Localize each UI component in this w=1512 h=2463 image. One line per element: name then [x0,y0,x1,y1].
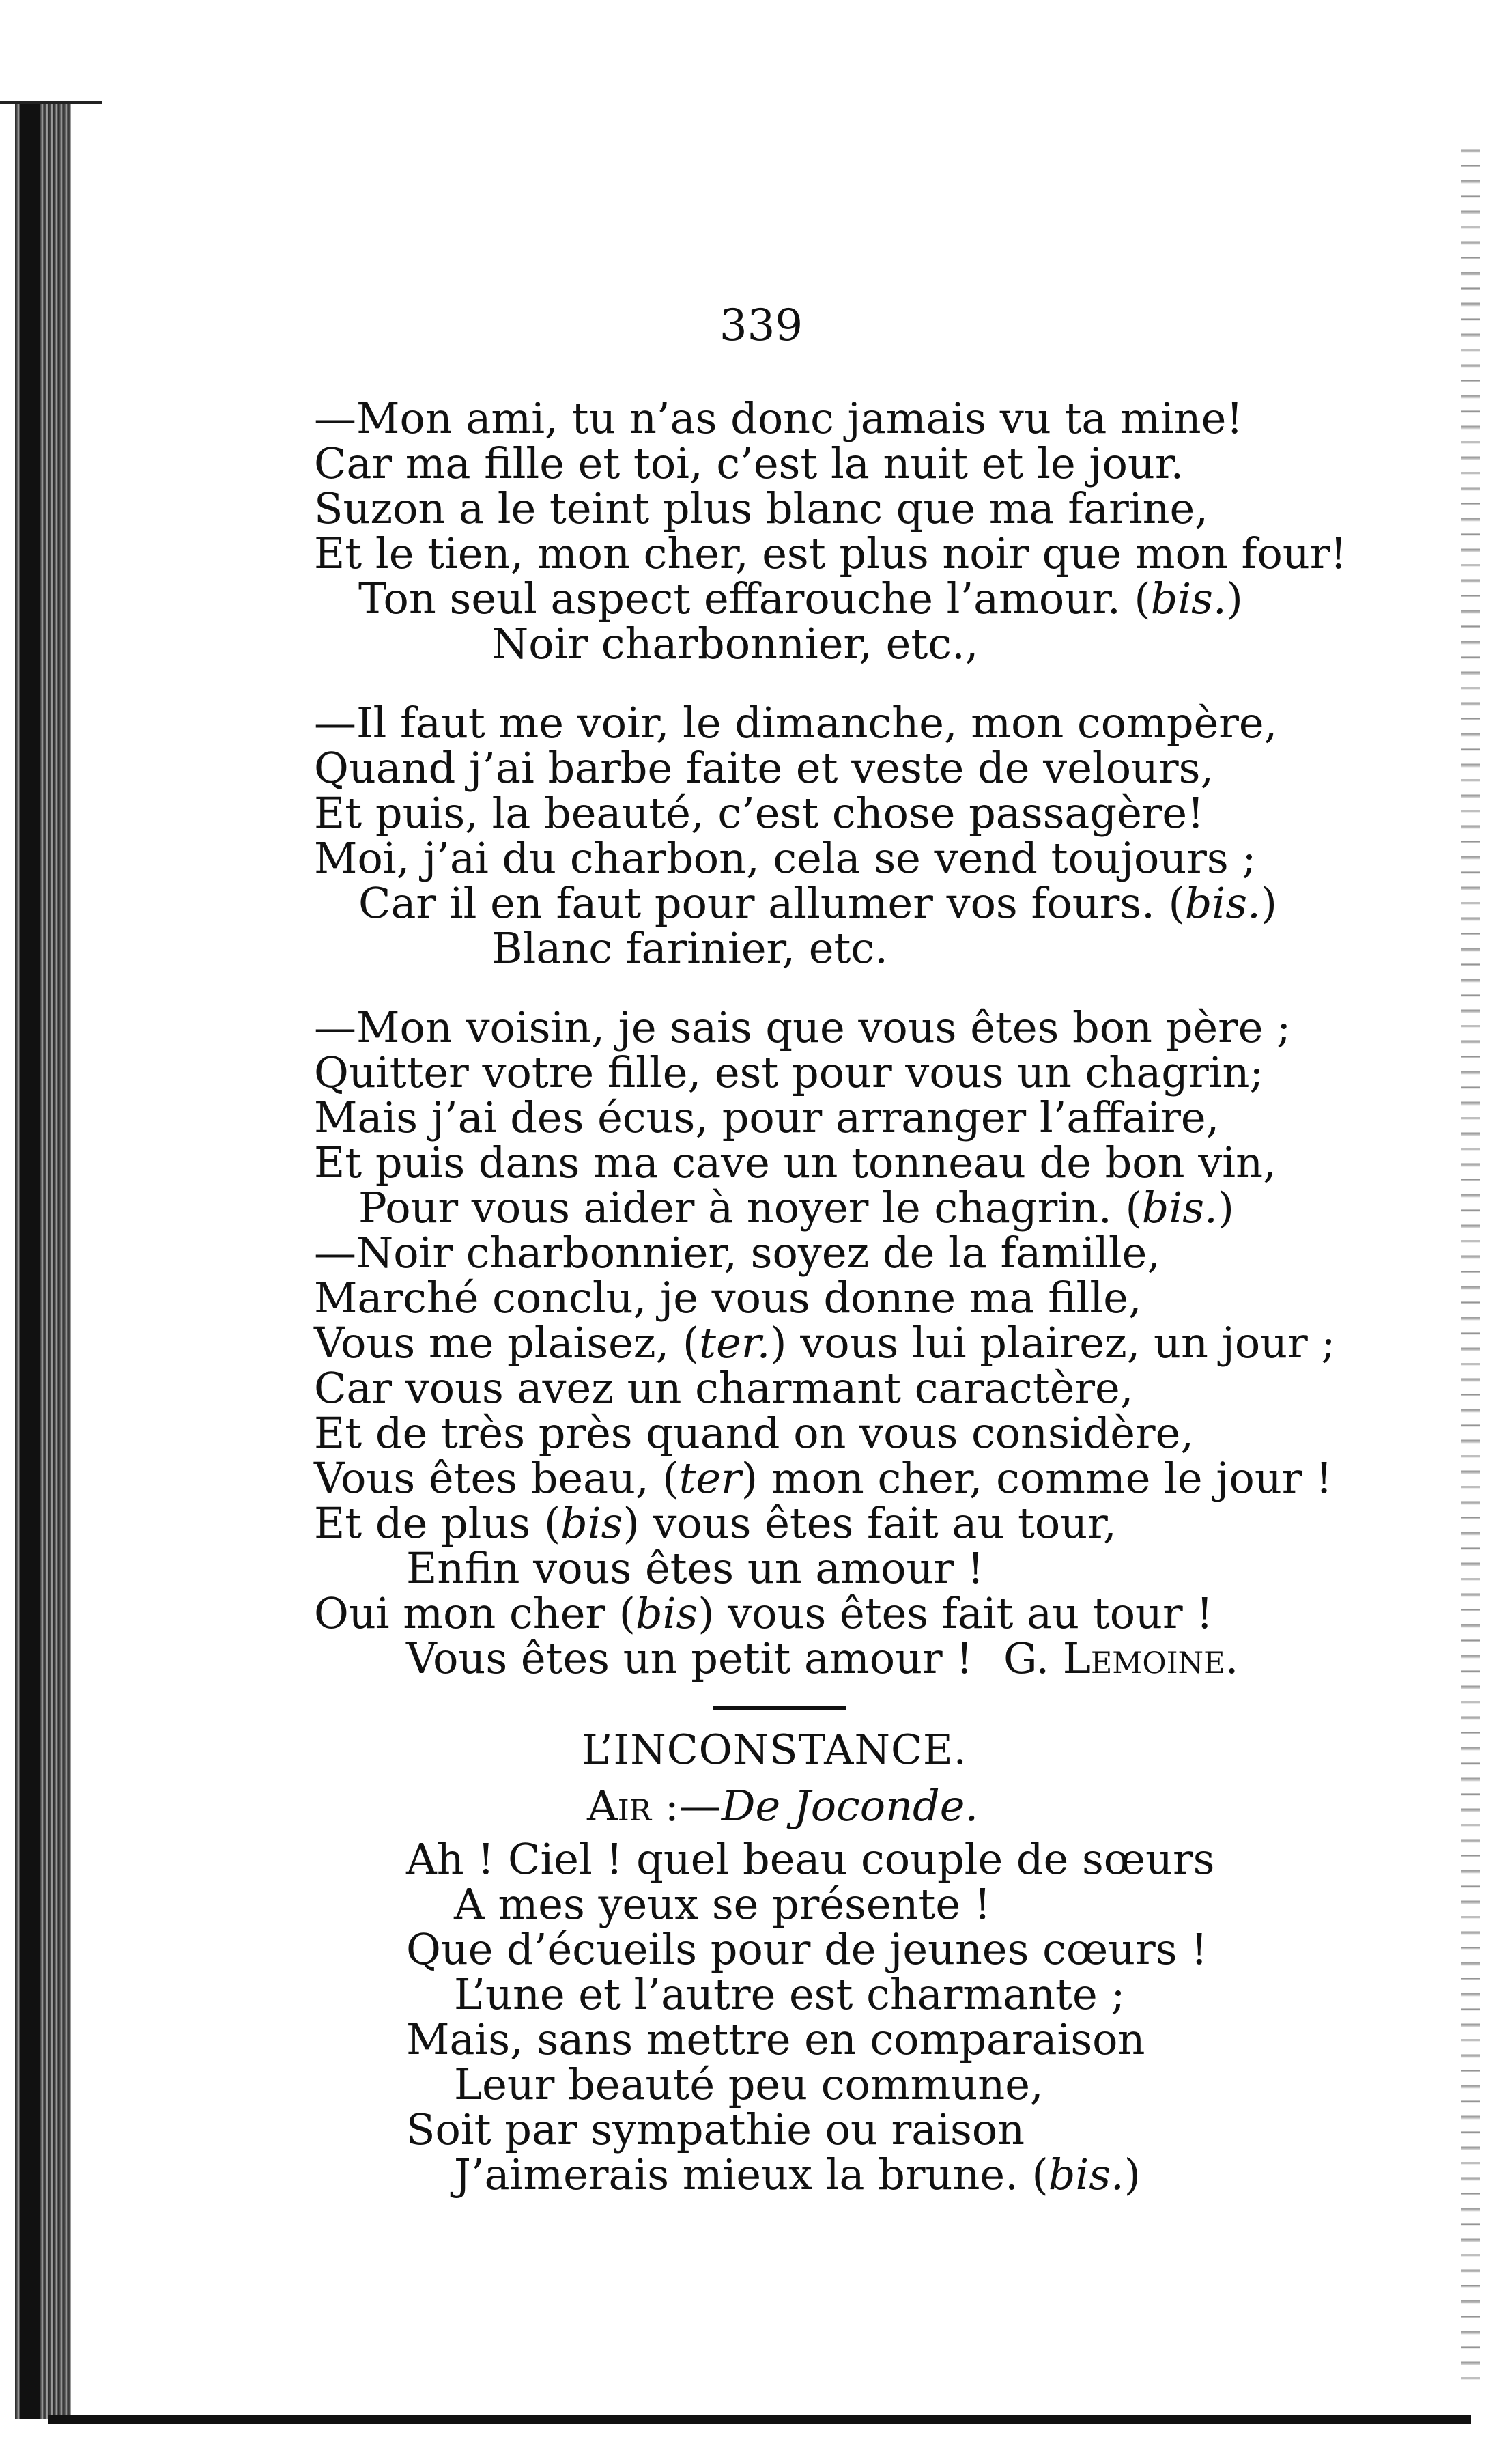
text-line: Quitter votre fille, est pour vous un chagrin; [314,1047,1264,1097]
verse-line: L’une et l’autre est charmante ; [454,1969,1126,2019]
text-line: Et le tien, mon cher, est plus noir que mon four! [314,529,1347,578]
text-line: Et puis, la beauté, c’est chose passagère! [314,788,1204,838]
verse-line: J’aimerais mieux la brune. (bis.) [454,2150,1141,2199]
text-line: —Noir charbonnier, soyez de la famille, [314,1228,1161,1278]
text-line: Noir charbonnier, etc., [491,619,979,668]
verse-line: Ah ! Ciel ! quel beau couple de sœurs [406,1834,1215,1884]
text-line: Vous êtes beau, (ter) mon cher, comme le jour ! [314,1453,1333,1503]
text-line: Vous êtes un petit amour ! [406,1633,973,1683]
text-line: Quand j’ai barbe faite et veste de velours, [314,743,1214,793]
text-line: Enfin vous êtes un amour ! [406,1543,984,1593]
air-line [587,1781,979,1831]
air-name: De Joconde. [721,1781,979,1831]
page-number: 339 [719,300,803,351]
text-line: Ton seul aspect effarouche l’amour. (bis.) [358,574,1243,623]
text-line: Blanc farinier, etc. [491,923,888,973]
verse-line: A mes yeux se présente ! [454,1879,991,1929]
text-line: Et de très près quand on vous considère, [314,1408,1195,1458]
text-line: Vous me plaisez, (ter.) vous lui plairez, un jour ; [314,1318,1336,1368]
song-title: L’INCONSTANCE. [582,1726,967,1774]
text-line: —Il faut me voir, le dimanche, mon compère, [314,698,1278,748]
text-line: Moi, j’ai du charbon, cela se vend toujours ; [314,833,1257,883]
verse-line: Leur beauté peu commune, [454,2059,1044,2109]
text-line: Mais j’ai des écus, pour arranger l’affaire, [314,1093,1220,1142]
right-edge-bleed [1461,137,1480,2390]
text-line: —Mon voisin, je sais que vous êtes bon père ; [314,1002,1291,1052]
text-line: Car ma fille et toi, c’est la nuit et le jour. [314,438,1184,488]
text-line: Et de plus (bis) vous êtes fait au tour, [314,1498,1117,1548]
author-signature: G. Lemoine. [1003,1633,1239,1683]
text-line: Car vous avez un charmant caractère, [314,1363,1134,1413]
text-line: Suzon a le teint plus blanc que ma farine, [314,483,1208,533]
text-line: Pour vous aider à noyer le chagrin. (bis.) [358,1183,1234,1233]
text-line: Et puis dans ma cave un tonneau de bon vin, [314,1138,1276,1187]
section-divider [713,1706,846,1710]
verse-line: Soit par sympathie ou raison [406,2105,1025,2154]
text-line: Oui mon cher (bis) vous êtes fait au tour ! [314,1588,1214,1638]
text-line: Car il en faut pour allumer vos fours. (bis.) [358,878,1277,928]
left-border-line [20,102,40,2419]
verse-line: Mais, sans mettre en comparaison [406,2014,1145,2064]
verse-line: Que d’écueils pour de jeunes cœurs ! [406,1924,1208,1974]
bottom-border-line [48,2415,1471,2424]
air-label: Air :— [587,1781,722,1831]
text-line: Marché conclu, je vous donne ma fille, [314,1273,1142,1323]
text-line: —Mon ami, tu n’as donc jamais vu ta mine! [314,393,1244,443]
top-corner-rule [0,101,102,104]
